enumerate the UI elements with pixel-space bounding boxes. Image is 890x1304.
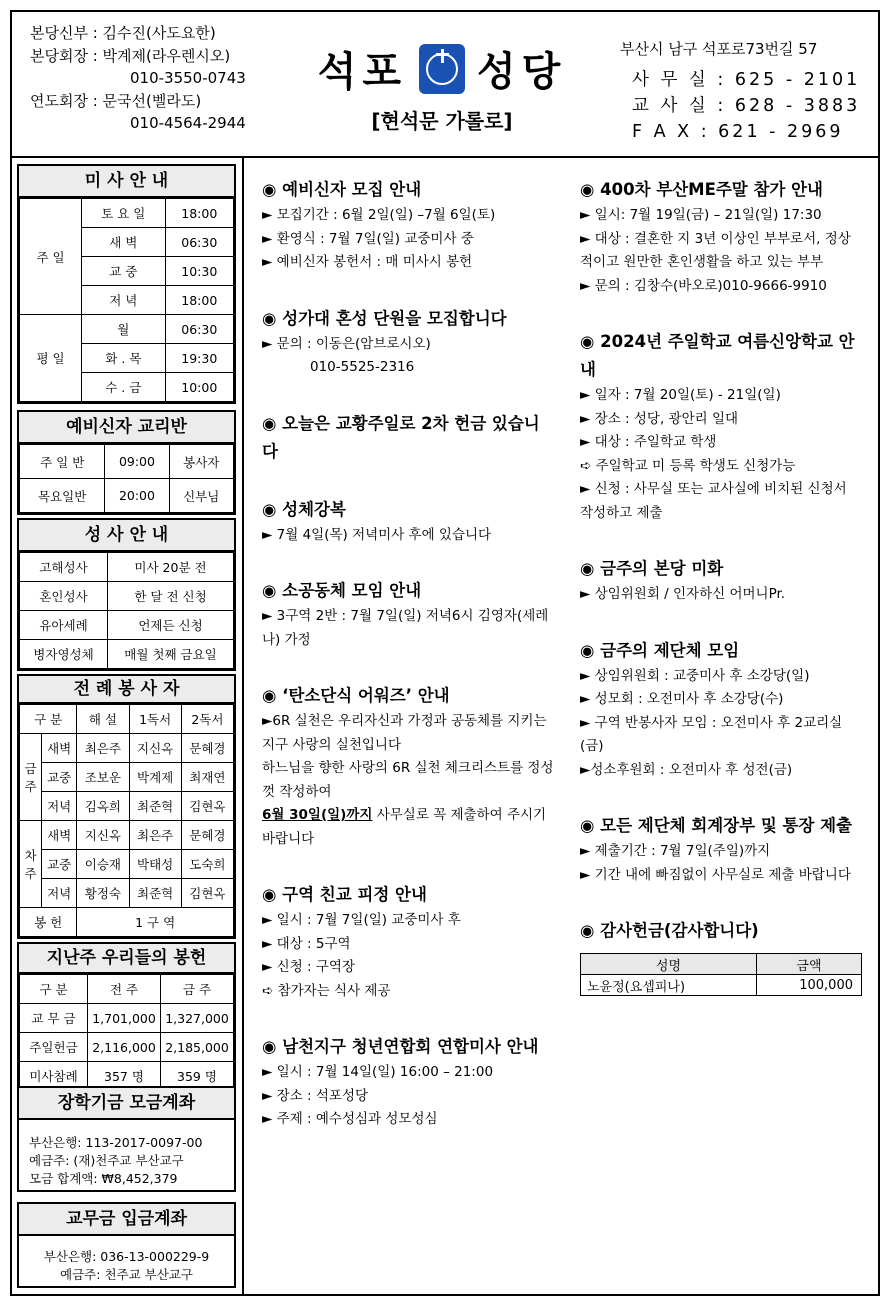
- lit-cell: 교중: [42, 850, 77, 879]
- dues-bank: 부산은행: 036-13-000229-9: [43, 1249, 210, 1264]
- cat-cell: 신부님: [169, 479, 233, 513]
- lit-cell: 문혜경: [181, 734, 233, 763]
- off-head: 금 주: [161, 975, 234, 1004]
- cat-cell: 20:00: [105, 479, 169, 513]
- notice-title: ◉ 금주의 제단체 모임: [580, 640, 740, 660]
- header: [12, 12, 878, 158]
- lit-cell: 저녁: [42, 792, 77, 821]
- notice-line: ► 대상 : 결혼한 지 3년 이상인 부부로서, 정상적이고 원만한 혼인생활을 하고 있는 부부: [580, 230, 851, 270]
- council-president: 본당회장 : 박계제(라우렌시오): [30, 46, 231, 65]
- deadline-tail: 사무실로 꼭 제출하여 주시기 바랍니다: [262, 807, 547, 847]
- off-cell: 1,701,000: [88, 1004, 161, 1033]
- church-title: [312, 40, 572, 134]
- mass-cell: 토 요 일: [82, 199, 166, 228]
- lit-cell: 박태성: [129, 850, 181, 879]
- liturgy-box: [17, 674, 236, 939]
- scholarship-box: [17, 1086, 236, 1192]
- notice-section: [580, 812, 862, 887]
- sac-cell: 병자영성체: [20, 640, 108, 669]
- pastor: 본당신부 : 김수진(사도요한): [30, 24, 216, 42]
- notice-line: ► 신청 : 구역장: [262, 959, 356, 975]
- cat-cell: 주 일 반: [20, 445, 105, 479]
- notice-line: ►성소후원회 : 오전미사 후 성전(금): [580, 761, 793, 778]
- notice-line: ► 제출기간 : 7월 7일(주일)까지: [580, 843, 771, 859]
- notice-line: 하느님을 향한 사랑의 6R 실천 체크리스트를 정성껏 작성하여: [262, 760, 554, 800]
- notice-title: ◉ 2024년 주일학교 여름신앙학교 안내: [580, 332, 855, 379]
- notice-title: ◉ ‘탄소단식 어워즈’ 안내: [262, 686, 450, 705]
- sac-cell: 고해성사: [20, 553, 108, 582]
- notice-title: ◉ 성체강복: [262, 499, 346, 519]
- this-week-label: 금주: [20, 734, 42, 821]
- notice-title: ◉ 모든 제단체 회계장부 및 통장 제출: [580, 816, 853, 835]
- notice-section: [580, 917, 862, 945]
- notice-section: [262, 176, 554, 275]
- off-cell: 357 명: [88, 1062, 161, 1091]
- next-week-label: 차주: [20, 821, 42, 908]
- mass-cell: 10:00: [165, 373, 233, 402]
- mass-cell: 18:00: [165, 286, 233, 315]
- lit-cell: 최재연: [181, 763, 233, 792]
- mass-cell: 19:30: [165, 344, 233, 373]
- memorial-phone: 010-4564-2944: [130, 114, 246, 132]
- notice-line: ► 모집기간 : 6월 2일(일) –7월 6일(토): [262, 207, 496, 223]
- mass-cell: 06:30: [165, 228, 233, 257]
- address: 부산시 남구 석포로73번길 57: [620, 40, 818, 58]
- content-body: [12, 158, 878, 1294]
- teacher-phone: 교 사 실 : 628 - 3883: [632, 96, 861, 116]
- catechumen-box: [17, 410, 236, 515]
- notice-line: ► 일자 : 7월 20일(토) - 21일(일): [580, 387, 781, 403]
- notice-line: ► 문의 : 김창수(바오로)010-9666-9910: [580, 277, 827, 294]
- notice-title: ◉ 오늘은 교황주일로 2차 헌금 있습니다: [262, 413, 540, 461]
- notice-line: ► 환영식 : 7월 7일(일) 교중미사 중: [262, 230, 474, 247]
- off-cell: 359 명: [161, 1062, 234, 1091]
- right-column: [580, 176, 862, 996]
- notice-title: ◉ 남천지구 청년연합회 연합미사 안내: [262, 1037, 539, 1056]
- bulletin-page: [10, 10, 880, 1296]
- off-cell: 2,185,000: [161, 1033, 234, 1062]
- mass-cell: 교 중: [82, 257, 166, 286]
- cat-cell: 09:00: [105, 445, 169, 479]
- notice-title: ◉ 성가대 혼성 단원을 모집합니다: [262, 308, 507, 328]
- deadline-highlight: 6월 30일(일)까지: [262, 807, 373, 823]
- offering-title: 지난주 우리들의 봉헌: [19, 944, 234, 974]
- notice-section: [580, 637, 862, 783]
- notice-section: [262, 1033, 554, 1132]
- lit-head: 2독서: [181, 705, 233, 734]
- notice-title: ◉ 400차 부산ME주말 참가 안내: [580, 180, 823, 199]
- notice-line: ► 3구역 2반 : 7월 7일(일) 저녁6시 김영자(세레나) 가정: [262, 608, 549, 648]
- offer-value: 1 구 역: [77, 908, 234, 937]
- notice-line: ► 신청 : 사무실 또는 교사실에 비치된 신청서 작성하고 제출: [580, 481, 847, 521]
- office-phone: 사 무 실 : 625 - 2101: [632, 70, 861, 90]
- notice-section: [262, 577, 554, 652]
- lit-cell: 저녁: [42, 879, 77, 908]
- dues-box: [17, 1202, 236, 1288]
- scholarship-title: 장학기금 모금계좌: [19, 1088, 234, 1120]
- sac-cell: 혼인성사: [20, 582, 108, 611]
- donation-head: 성명: [581, 954, 757, 975]
- off-cell: 미사참례: [20, 1062, 88, 1091]
- column-divider: [242, 158, 244, 1294]
- title-part-2: 성당: [477, 49, 567, 95]
- notice-section: [262, 305, 554, 380]
- notice-section: [262, 881, 554, 1003]
- contact-info: [620, 38, 860, 145]
- notice-deadline-line: [262, 804, 554, 851]
- lit-head: 해 설: [77, 705, 129, 734]
- notice-line: ► 일시 : 7월 7일(일) 교중미사 후: [262, 912, 461, 928]
- dues-title: 교무금 입금계좌: [19, 1204, 234, 1236]
- lit-cell: 지신옥: [129, 734, 181, 763]
- catechumen-title: 예비신자 교리반: [19, 412, 234, 444]
- notice-line: ► 대상 : 주일학교 학생: [580, 434, 717, 450]
- lit-cell: 최은주: [129, 821, 181, 850]
- mass-cell: 10:30: [165, 257, 233, 286]
- liturgy-title: 전 례 봉 사 자: [19, 676, 234, 704]
- notice-line: ► 상임위원회 / 인자하신 어머니Pr.: [580, 586, 786, 602]
- notice-section: [580, 555, 862, 607]
- lit-cell: 박계제: [129, 763, 181, 792]
- clergy-info: [30, 22, 246, 135]
- patron-subtitle: [현석문 가롤로]: [371, 109, 513, 133]
- lit-cell: 김현옥: [181, 879, 233, 908]
- donation-amount: 100,000: [756, 975, 861, 996]
- sac-cell: 매월 첫째 금요일: [108, 640, 234, 669]
- mass-cell: 18:00: [165, 199, 233, 228]
- cat-cell: 목요일반: [20, 479, 105, 513]
- lit-head: 구 분: [20, 705, 77, 734]
- off-cell: 2,116,000: [88, 1033, 161, 1062]
- notice-line: ► 기간 내에 빠짐없이 사무실로 제출 바랍니다: [580, 866, 851, 883]
- notice-line: ► 대상 : 5구역: [262, 935, 351, 952]
- notice-line: ➪ 참가자는 식사 제공: [262, 982, 391, 999]
- mass-table: [19, 198, 234, 402]
- off-head: 구 분: [20, 975, 88, 1004]
- mass-cell: 06:30: [165, 315, 233, 344]
- donation-head: 금액: [756, 954, 861, 975]
- sac-cell: 유아세례: [20, 611, 108, 640]
- fax: F A X : 621 - 2969: [632, 122, 844, 142]
- lit-cell: 조보운: [77, 763, 129, 792]
- dues-holder: 예금주: 천주교 부산교구: [60, 1267, 193, 1282]
- notice-title: ◉ 금주의 본당 미화: [580, 559, 724, 578]
- council-phone: 010-3550-0743: [130, 69, 246, 87]
- lit-cell: 최은주: [77, 734, 129, 763]
- mass-cell: 새 벽: [82, 228, 166, 257]
- memorial-president: 연도회장 : 문국선(벨라도): [30, 91, 202, 110]
- lit-cell: 최준혁: [129, 792, 181, 821]
- sac-cell: 언제든 신청: [108, 611, 234, 640]
- notice-line: ➪ 주일학교 미 등록 학생도 신청가능: [580, 457, 796, 474]
- notice-line: ► 구역 반봉사자 모임 : 오전미사 후 2교리실(금): [580, 714, 843, 754]
- lit-cell: 교중: [42, 763, 77, 792]
- lit-cell: 이승재: [77, 850, 129, 879]
- notice-line: ► 장소 : 석포성당: [262, 1087, 369, 1104]
- mass-schedule-box: [17, 164, 236, 404]
- title-part-1: 석포: [317, 49, 407, 95]
- mass-title: 미 사 안 내: [19, 166, 234, 198]
- scholarship-total: 모금 합계액: ₩8,452,379: [29, 1171, 178, 1186]
- mass-cell: 저 녁: [82, 286, 166, 315]
- notice-title: ◉ 예비신자 모집 안내: [262, 180, 422, 199]
- mass-cell: 화 . 목: [82, 344, 166, 373]
- off-head: 전 주: [88, 975, 161, 1004]
- off-cell: 1,327,000: [161, 1004, 234, 1033]
- notice-line: ► 주제 : 예수성심과 성모성심: [262, 1111, 438, 1127]
- offer-label: 봉 헌: [20, 908, 77, 937]
- notice-section: [580, 176, 862, 298]
- lit-cell: 지신옥: [77, 821, 129, 850]
- notice-section: [580, 328, 862, 525]
- middle-column: [262, 176, 554, 1132]
- notice-title: ◉ 구역 친교 피정 안내: [262, 885, 427, 904]
- donation-table: [580, 953, 862, 996]
- scholarship-holder: 예금주: (재)천주교 부산교구: [29, 1153, 184, 1168]
- lit-cell: 새벽: [42, 734, 77, 763]
- lit-head: 1독서: [129, 705, 181, 734]
- sac-cell: 한 달 전 신청: [108, 582, 234, 611]
- sunday-label: 주 일: [20, 199, 82, 315]
- notice-phone: 010-5525-2316: [310, 359, 415, 375]
- notice-line: ► 성모회 : 오전미사 후 소강당(수): [580, 691, 784, 707]
- donor-name: 노윤정(요셉피나): [581, 975, 757, 996]
- lit-cell: 도숙희: [181, 850, 233, 879]
- weekday-label: 평 일: [20, 315, 82, 402]
- notice-line: ► 예비신자 봉헌서 : 매 미사시 봉헌: [262, 254, 473, 270]
- notice-line: ► 문의 : 이동은(암브로시오): [262, 335, 431, 352]
- notice-section: [262, 682, 554, 851]
- mass-cell: 수 . 금: [82, 373, 166, 402]
- sacraments-title: 성 사 안 내: [19, 520, 234, 552]
- notice-title: ◉ 소공동체 모임 안내: [262, 581, 422, 600]
- notice-line: ►6R 실천은 우리자신과 가정과 공동체를 지키는 지구 사랑의 실천입니다: [262, 713, 547, 753]
- offering-box: [17, 942, 236, 1093]
- notice-line: ► 상임위원회 : 교중미사 후 소강당(일): [580, 667, 810, 684]
- sacraments-box: [17, 518, 236, 671]
- notice-title: ◉ 감사헌금(감사합니다): [580, 921, 759, 940]
- lit-cell: 문혜경: [181, 821, 233, 850]
- sac-cell: 미사 20분 전: [108, 553, 234, 582]
- scholarship-bank: 부산은행: 113-2017-0097-00: [29, 1135, 203, 1150]
- lit-cell: 새벽: [42, 821, 77, 850]
- notice-section: [262, 410, 554, 466]
- notice-line: ► 7월 4일(목) 저녁미사 후에 있습니다: [262, 526, 492, 543]
- off-cell: 주일헌금: [20, 1033, 88, 1062]
- cat-cell: 봉사자: [169, 445, 233, 479]
- lit-cell: 김옥희: [77, 792, 129, 821]
- off-cell: 교 무 금: [20, 1004, 88, 1033]
- notice-line: ► 장소 : 성당, 광안리 일대: [580, 410, 739, 427]
- notice-section: [262, 496, 554, 548]
- cross-circle-logo-icon: [419, 44, 465, 94]
- lit-cell: 최준혁: [129, 879, 181, 908]
- lit-cell: 황정숙: [77, 879, 129, 908]
- mass-cell: 월: [82, 315, 166, 344]
- lit-cell: 김현옥: [181, 792, 233, 821]
- notice-line: ► 일시: 7월 19일(금) – 21일(일) 17:30: [580, 207, 822, 223]
- notice-line: ► 일시 : 7월 14일(일) 16:00 – 21:00: [262, 1064, 494, 1080]
